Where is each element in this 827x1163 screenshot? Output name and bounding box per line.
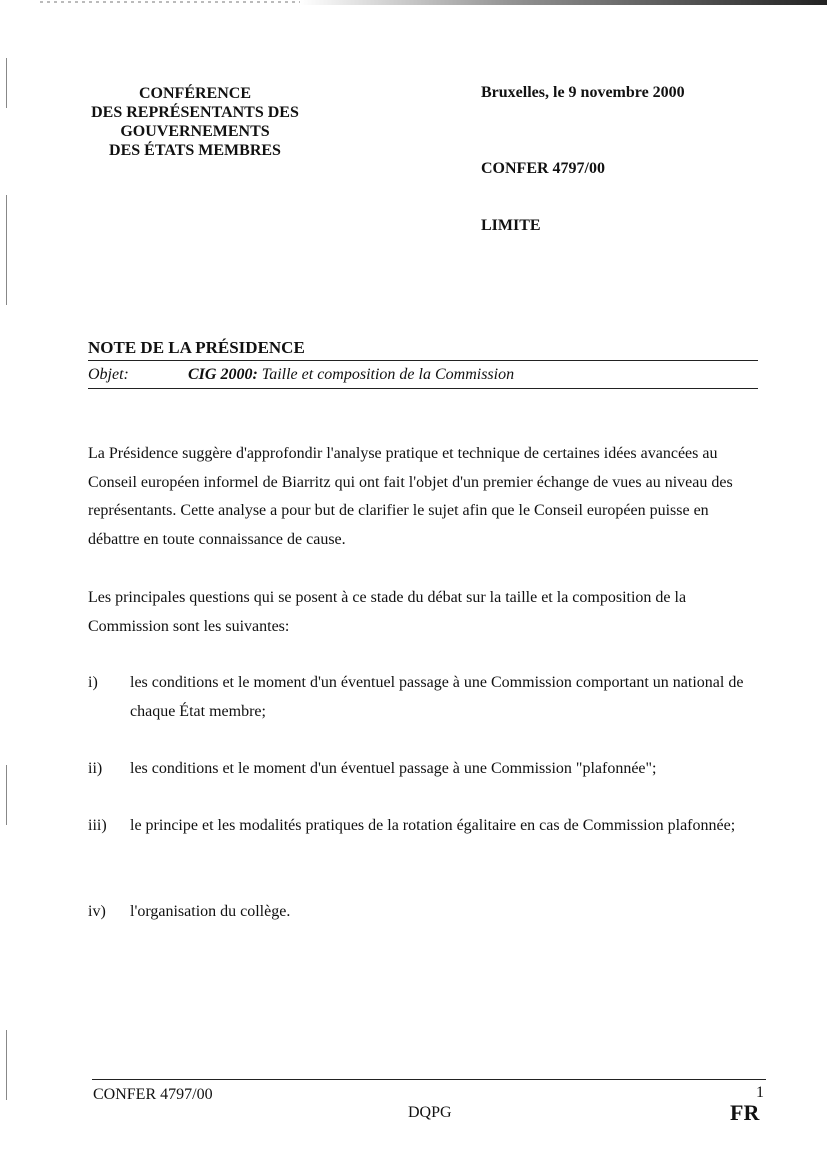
- subject-label: Objet:: [88, 366, 129, 383]
- body-paragraph: Les principales questions qui se posent à ce stade du débat sur la taille et la composition de la Commission sont les suivantes:: [88, 589, 687, 635]
- issuing-body-line: GOUVERNEMENTS: [120, 123, 270, 140]
- list-item-number: iii): [88, 817, 107, 834]
- page-number: 1: [756, 1084, 764, 1101]
- list-item-text: les conditions et le moment d'un éventuel passage à une Commission comportant un national de chaque État membre;: [130, 674, 744, 720]
- issuing-body-line: DES REPRÉSENTANTS DES: [91, 104, 299, 121]
- subject-rule-bottom: [88, 388, 758, 389]
- issuing-body-line: DES ÉTATS MEMBRES: [109, 142, 281, 159]
- document-reference: CONFER 4797/00: [481, 160, 605, 177]
- subject-prefix: CIG 2000:: [188, 366, 258, 383]
- place-date: Bruxelles, le 9 novembre 2000: [481, 84, 685, 101]
- department-code: DQPG: [408, 1104, 452, 1121]
- issuing-body-line: CONFÉRENCE: [138, 85, 251, 102]
- classification: LIMITE: [481, 217, 541, 234]
- issuing-body: [80, 84, 310, 160]
- list-item-number: i): [88, 674, 98, 691]
- subject-text: [188, 366, 514, 384]
- subject-rule-top: [88, 360, 758, 361]
- list-item-text: les conditions et le moment d'un éventuel passage à une Commission "plafonnée";: [130, 760, 657, 777]
- scan-edge-top: [300, 0, 827, 5]
- footer-reference: CONFER 4797/00: [93, 1086, 213, 1103]
- body-paragraph: La Présidence suggère d'approfondir l'analyse pratique et technique de certaines idées avancées au Conseil européen informel de Biarritz qui ont fait l'objet d'un premier échange de vues au niveau des représentants. Cette analyse a pour but de clarifier le sujet afin que le Conseil européen puisse en débattre en toute connaissance de cause.: [88, 445, 733, 548]
- scan-edge-left: [6, 195, 7, 305]
- subject-title: Taille et composition de la Commission: [257, 366, 515, 383]
- scan-edge-left: [6, 765, 7, 825]
- footer-rule: [92, 1079, 766, 1080]
- list-item-number: iv): [88, 903, 106, 920]
- language-code: FR: [730, 1100, 760, 1125]
- scan-edge-left: [6, 1030, 7, 1100]
- scan-artifact-top: [40, 1, 300, 3]
- scan-edge-left: [6, 58, 7, 108]
- list-item-text: l'organisation du collège.: [130, 903, 291, 920]
- list-item-text: le principe et les modalités pratiques de la rotation égalitaire en cas de Commission plafonnée;: [130, 817, 736, 834]
- list-item-number: ii): [88, 760, 103, 777]
- note-title: NOTE DE LA PRÉSIDENCE: [88, 338, 305, 357]
